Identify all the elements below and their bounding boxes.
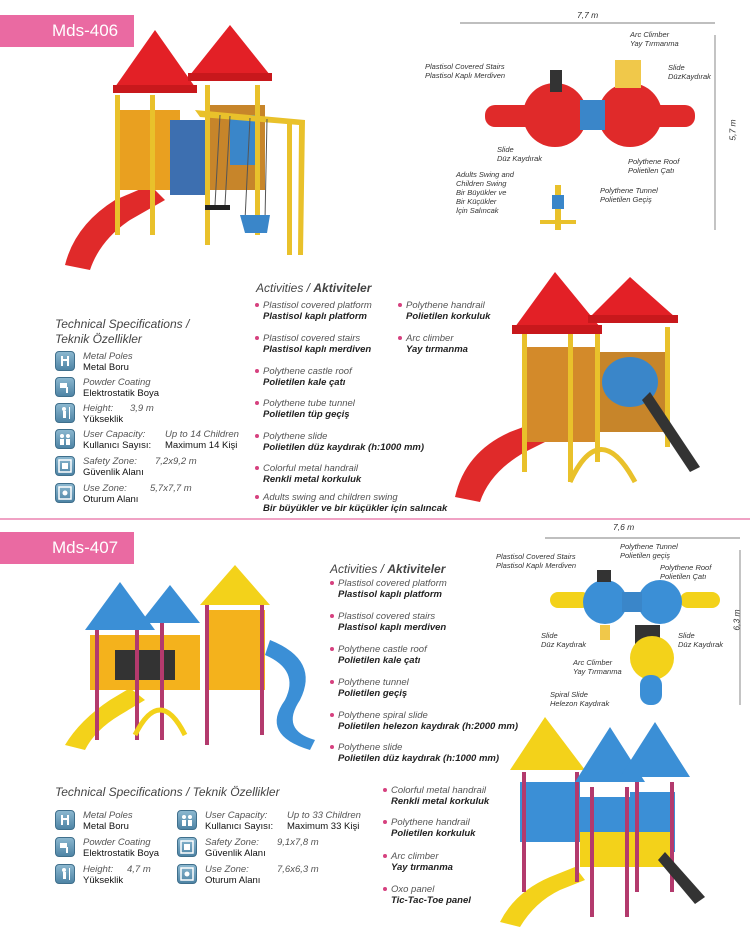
user-capacity-icon <box>177 810 197 830</box>
activity-item: Polythene castle roof Polietilen kale çatı <box>255 366 352 388</box>
spec-row: Metal Poles Metal Boru <box>55 351 255 375</box>
spec-row: User Capacity: Kullanıcı Sayısı: Up to 14 Children Maximum 14 Kişi <box>55 429 255 453</box>
user-capacity-icon <box>55 429 75 449</box>
activity-item: Polythene tube tunnel Polietilen tüp geçiş <box>255 398 355 420</box>
powder-coating-icon <box>55 377 75 397</box>
safety-zone-icon <box>177 837 197 857</box>
activity-item: Arc climber Yay tırmanma <box>398 333 468 355</box>
spec-row: Metal Poles Metal Boru <box>55 810 175 834</box>
height-icon <box>55 403 75 423</box>
playground-407-illustration <box>60 560 325 755</box>
use-zone-icon <box>177 864 197 884</box>
activity-item: Oxo panel Tic-Tac-Toe panel <box>383 884 471 906</box>
plan-407-label: Plastisol Covered Stairs Plastisol Kaplı Merdiven <box>496 552 577 570</box>
plan-407-label: Slide Düz Kaydırak <box>541 631 587 649</box>
model-tag-407: Mds-407 <box>0 532 134 564</box>
plan-407-width: 7,6 m <box>613 522 635 532</box>
plan-407-label: Polythene Tunnel Polietilen geçiş <box>620 542 678 560</box>
spec-row: Use Zone: Oturum Alanı 7,6x6,3 m <box>177 864 377 888</box>
use-zone-icon <box>55 483 75 503</box>
activity-item: Plastisol covered platform Plastisol kaplı platform <box>255 300 372 322</box>
plan-406-label: Plastisol Covered Stairs Plastisol Kaplı Merdiven <box>425 62 506 80</box>
spec-title-406: Technical Specifications / Teknik Özellikler <box>55 317 190 346</box>
model-tag-406: Mds-406 <box>0 15 134 47</box>
activity-item: Plastisol covered platform Plastisol kaplı platform <box>330 578 447 600</box>
spec-row: Powder Coating Elektrostatik Boya <box>55 377 255 401</box>
activity-item: Polythene slide Polietilen düz kaydırak (h:1000 mm) <box>255 431 424 453</box>
powder-coating-icon <box>55 837 75 857</box>
activities-title-406: Activities / Aktiviteler <box>256 281 372 295</box>
plan-406-label: Adults Swing and Children Swing Bir Büyükler ve Bir Küçükler İçin Salıncak <box>456 170 514 215</box>
activity-item: Polythene handrail Polietilen korkuluk <box>383 817 475 839</box>
plan-407-label: Slide Düz Kaydırak <box>678 631 724 649</box>
plan-406-height: 5,7 m <box>727 119 738 141</box>
activity-item: Colorful metal handrail Renkli metal korkuluk <box>383 785 489 807</box>
plan-407-label: Spiral Slide Helezon Kaydırak <box>550 690 610 708</box>
spec-title-407: Technical Specifications / Teknik Özellikler <box>55 785 280 799</box>
safety-zone-icon <box>55 456 75 476</box>
metal-pole-icon <box>55 351 75 371</box>
plan-407-label: Polythene Roof Polietilen Çatı <box>660 563 712 581</box>
plan-407-height: 6,3 m <box>731 609 742 631</box>
section-divider <box>0 518 750 520</box>
spec-row: Height: Yükseklik 4,7 m <box>55 864 175 888</box>
activity-item: Polythene spiral slide Polietilen helezon kaydırak (h:2000 mm) <box>330 710 518 732</box>
plan-406-label: Arc Climber Yay Tırmanma <box>630 30 679 48</box>
plan-406-label: Polythene Tunnel Polietilen Geçiş <box>600 186 658 204</box>
activity-item: Plastisol covered stairs Plastisol kaplı merdiven <box>330 611 446 633</box>
activity-item: Colorful metal handrail Renkli metal korkuluk <box>255 463 361 485</box>
plan-407-label: Arc Climber Yay Tırmanma <box>573 658 622 676</box>
spec-row: Safety Zone: Güvenlik Alanı 7,2x9,2 m <box>55 456 255 480</box>
playground-406-illustration <box>55 25 360 275</box>
activity-item: Polythene slide Polietilen düz kaydırak (h:1000 mm) <box>330 742 499 764</box>
plan-406-label: Slide DüzKaydırak <box>668 63 711 81</box>
playground-407-view-2 <box>490 712 720 932</box>
height-icon <box>55 864 75 884</box>
plan-406-label: Polythene Roof Polietilen Çatı <box>628 157 680 175</box>
spec-row: Powder Coating Elektrostatik Boya <box>55 837 175 861</box>
spec-row: Use Zone: Oturum Alanı 5,7x7,7 m <box>55 483 255 507</box>
playground-406-view-2 <box>450 272 710 504</box>
spec-row: User Capacity: Kullanıcı Sayısı: Up to 33 Children Maximum 33 Kişi <box>177 810 377 834</box>
activity-item: Polythene handrail Polietilen korkuluk <box>398 300 490 322</box>
activity-item: Plastisol covered stairs Plastisol kaplı merdiven <box>255 333 371 355</box>
activity-item: Polythene castle roof Polietilen kale çatı <box>330 644 427 666</box>
activity-item: Adults swing and children swing Bir büyükler ve bir küçükler için salıncak <box>255 492 447 514</box>
plan-406-width: 7,7 m <box>577 10 599 20</box>
activity-item: Arc climber Yay tırmanma <box>383 851 453 873</box>
activity-item: Polythene tunnel Polietilen geçiş <box>330 677 409 699</box>
spec-row: Height: Yükseklik 3,9 m <box>55 403 255 427</box>
metal-pole-icon <box>55 810 75 830</box>
activities-title-407: Activities / Aktiviteler <box>330 562 446 576</box>
spec-row: Safety Zone: Güvenlik Alanı 9,1x7,8 m <box>177 837 377 861</box>
plan-406-label: Slide Düz Kaydırak <box>497 145 543 163</box>
